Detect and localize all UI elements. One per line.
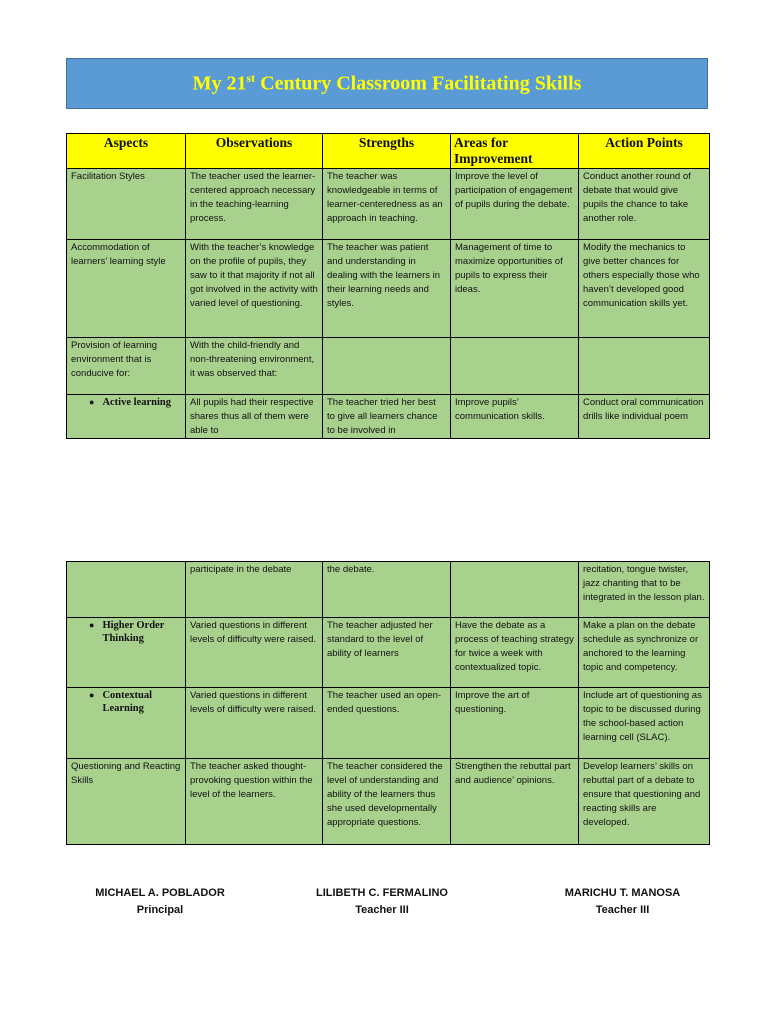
skills-table-part-1 [66, 133, 710, 439]
bullet-icon: ● [89, 397, 95, 407]
bullet-label: Contextual Learning [102, 690, 153, 714]
signatory-name: MICHAEL A. POBLADOR [95, 887, 225, 899]
cell-action: Conduct another round of debate that would give pupils the chance to take another role. [579, 169, 710, 240]
cell-action [579, 338, 710, 395]
cell-strength: the debate. [323, 562, 451, 618]
cell-observation: participate in the debate [186, 562, 323, 618]
cell-aspect: Facilitation Styles [67, 169, 186, 240]
cell-observation: With the child-friendly and non-threatening environment, it was observed that: [186, 338, 323, 395]
bullet-label: Higher Order Thinking [102, 620, 165, 644]
signatory-name: MARICHU T. MANOSA [564, 887, 681, 899]
cell-aspect: Questioning and Reacting Skills [67, 759, 186, 845]
cell-action: Modify the mechanics to give better chances for others especially those who haven’t developed good communication skills yet. [579, 240, 710, 338]
header-areas-for-improvement: Areas for Improvement [451, 134, 579, 169]
table-row [67, 169, 710, 240]
signatory-teacher-1 [292, 885, 472, 919]
cell-aspect [67, 395, 186, 439]
cell-strength: The teacher tried her best to give all learners chance to be involved in [323, 395, 451, 439]
header-observations: Observations [186, 134, 323, 169]
cell-action: Make a plan on the debate schedule as synchronize or anchored to the learning topic and competency. [579, 618, 710, 688]
cell-observation: With the teacher’s knowledge on the profile of pupils, they saw to it that majority if not all got involved in the activity with varied level of questioning. [186, 240, 323, 338]
signatory-principal [70, 885, 250, 919]
cell-improvement: Improve the art of questioning. [451, 688, 579, 759]
table-row [67, 688, 710, 759]
cell-action: Conduct oral communication drills like individual poem [579, 395, 710, 439]
table-row [67, 240, 710, 338]
cell-observation: All pupils had their respective shares thus all of them were able to [186, 395, 323, 439]
signatory-role: Principal [136, 904, 184, 916]
cell-strength [323, 338, 451, 395]
signatory-role: Teacher III [595, 904, 650, 916]
cell-strength: The teacher was knowledgeable in terms of learner-centeredness as an approach in teaching. [323, 169, 451, 240]
table-row [67, 338, 710, 395]
bullet-label: Active learning [102, 397, 171, 408]
bullet-icon: ● [89, 690, 95, 700]
cell-observation: The teacher asked thought- provoking question within the level of the learners. [186, 759, 323, 845]
cell-action: Develop learners’ skills on rebuttal part of a debate to ensure that questioning and reacting skills are developed. [579, 759, 710, 845]
signatory-teacher-2 [530, 885, 715, 919]
cell-observation: Varied questions in different levels of difficulty were raised. [186, 688, 323, 759]
cell-action: recitation, tongue twister, jazz chanting that to be integrated in the lesson plan. [579, 562, 710, 618]
cell-aspect [67, 618, 186, 688]
cell-strength: The teacher was patient and understanding in dealing with the learners in their learning needs and styles. [323, 240, 451, 338]
bullet-icon: ● [89, 620, 95, 630]
skills-table-part-2 [66, 561, 710, 845]
cell-improvement: Improve the level of participation of engagement of pupils during the debate. [451, 169, 579, 240]
cell-observation: Varied questions in different levels of difficulty were raised. [186, 618, 323, 688]
page-title: My 21st Century Classroom Facilitating Skills [192, 71, 582, 95]
header-aspects: Aspects [67, 134, 186, 169]
cell-strength: The teacher used an open-ended questions. [323, 688, 451, 759]
signatory-name: LILIBETH C. FERMALINO [316, 887, 448, 899]
cell-improvement: Management of time to maximize opportunities of pupils to express their ideas. [451, 240, 579, 338]
table-row [67, 562, 710, 618]
cell-aspect: Provision of learning environment that is conducive for: [67, 338, 186, 395]
header-row [67, 134, 710, 169]
header-action-points: Action Points [579, 134, 710, 169]
cell-action: Include art of questioning as topic to be discussed during the school-based action learning cell (SLAC). [579, 688, 710, 759]
cell-strength: The teacher considered the level of understanding and ability of the learners thus she used developmentally appropriate questions. [323, 759, 451, 845]
header-strengths: Strengths [323, 134, 451, 169]
cell-aspect [67, 562, 186, 618]
cell-aspect: Accommodation of learners’ learning style [67, 240, 186, 338]
cell-improvement [451, 562, 579, 618]
signatory-role: Teacher III [355, 904, 409, 916]
cell-strength: The teacher adjusted her standard to the level of ability of learners [323, 618, 451, 688]
table-row [67, 618, 710, 688]
table-row [67, 759, 710, 845]
table-row [67, 395, 710, 439]
cell-improvement: Have the debate as a process of teaching strategy for twice a week with contextualized topic. [451, 618, 579, 688]
cell-observation: The teacher used the learner-centered approach necessary in the teaching-learning process. [186, 169, 323, 240]
cell-improvement: Strengthen the rebuttal part and audience’ opinions. [451, 759, 579, 845]
cell-improvement [451, 338, 579, 395]
title-banner [66, 58, 708, 109]
cell-aspect [67, 688, 186, 759]
cell-improvement: Improve pupils’ communication skills. [451, 395, 579, 439]
